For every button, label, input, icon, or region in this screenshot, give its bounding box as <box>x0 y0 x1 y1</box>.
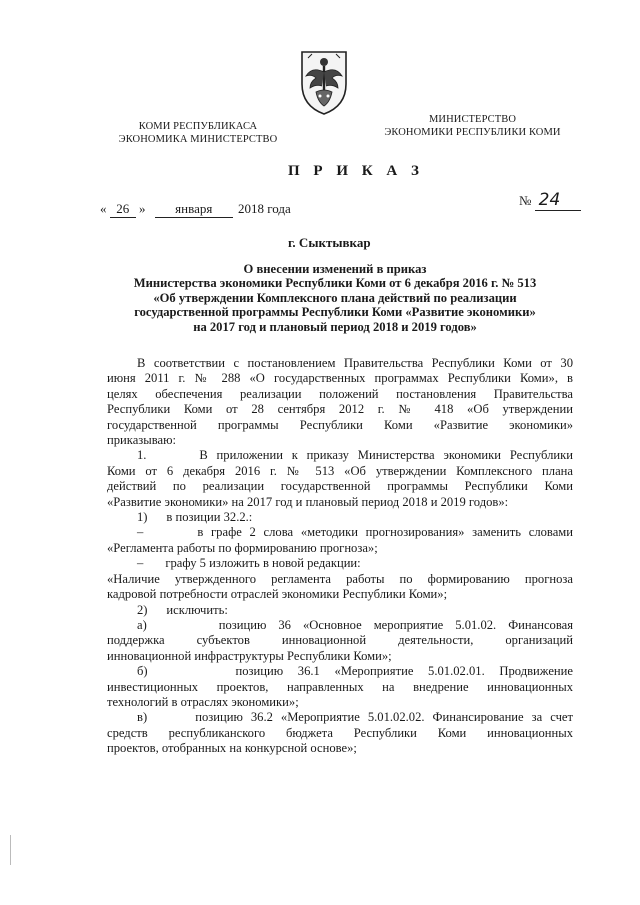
date-day: 26 <box>110 201 136 218</box>
subitem-2-line: 2) исключить: <box>137 602 228 617</box>
sub-a-line: поддержка субъектов инновационной деятельности, организаций <box>107 633 573 648</box>
dash2-line: – графу 5 изложить в новой редакции: <box>137 556 361 571</box>
sub-b-line: инвестиционных проектов, направленных на внедрение инновационных <box>107 679 573 694</box>
header-left-line1: КОМИ РЕСПУБЛИКАСА <box>138 121 258 132</box>
sub-b-line: б) позицию 36.1 «Мероприятие 5.01.02.01. Продвижение <box>137 664 573 679</box>
sub-v-line: проектов, отобранных на конкурсной основе»; <box>107 741 357 756</box>
header-right-line1: МИНИСТЕРСТВО <box>428 114 517 125</box>
sub-v-line: в) позицию 36.2 «Мероприятие 5.01.02.02. Финансирование за счет <box>137 710 573 725</box>
dash2-line: кадровой потребности отраслей экономики Республики Коми»; <box>107 587 448 602</box>
dash1-line: – в графе 2 слова «методики прогнозирования» заменить словами <box>137 525 573 540</box>
subject-line: О внесении изменений в приказ <box>243 262 427 276</box>
sub-a-line: а) позицию 36 «Основное мероприятие 5.01.02. Финансовая <box>137 617 573 632</box>
sub-v-line: средств республиканского бюджета Республики Коми инновационных <box>107 725 573 740</box>
preamble-line: приказываю: <box>107 433 177 448</box>
date-open-quote: « <box>100 201 107 216</box>
document-number <box>519 190 581 211</box>
item1-line: «Развитие экономики» на 2017 год и плановый период 2018 и 2019 годов»: <box>107 494 509 509</box>
coat-of-arms-emblem <box>298 48 350 116</box>
preamble-line: июня 2011 г. № 288 «О государственных программах Республики Коми», в <box>107 371 573 386</box>
scan-margin-mark <box>10 835 11 865</box>
sub-a-line: инновационной инфраструктуры Республики Коми»; <box>107 648 392 663</box>
subject-line: государственной программы Республики Коми «Развитие экономики» <box>134 305 536 320</box>
subitem-1-line: 1) в позиции 32.2.: <box>137 510 253 525</box>
body-text <box>107 356 573 757</box>
number-value: 24 <box>535 190 581 211</box>
header-left <box>108 120 288 146</box>
city: г. Сыктывкар <box>288 235 371 250</box>
preamble-line: целях обеспечения реализации положений постановления Правительства <box>107 386 573 401</box>
subject-block <box>100 262 570 334</box>
sub-b-line: технологий в отраслях экономики»; <box>107 694 299 709</box>
date-year: 2018 года <box>238 201 291 216</box>
date-month: января <box>155 201 233 218</box>
preamble-line: Республики Коми от 28 сентября 2012 г. № 418 «Об утверждении <box>107 402 573 417</box>
date-line <box>100 201 291 218</box>
dash2-line: «Наличие утвержденного регламента работы по формированию прогноза <box>107 571 573 586</box>
preamble-line: В соответствии с постановлением Правительства Республики Коми от 30 <box>137 356 573 370</box>
preamble-line: государственной программы Республики Коми «Развитие экономики» <box>107 417 573 432</box>
number-label: № <box>519 193 532 208</box>
item1-line: 1. В приложении к приказу Министерства экономики Республики <box>137 448 573 463</box>
date-close-quote: » <box>139 201 146 216</box>
subject-line: «Об утверждении Комплексного плана действий по реализации <box>153 290 517 305</box>
dash1-line: «Регламента работы по формированию прогноза»; <box>107 540 378 555</box>
item1-line: действий по реализации государственной программы Республики Коми <box>107 479 573 494</box>
header-left-line2: ЭКОНОМИКА МИНИСТЕРСТВО <box>118 134 278 145</box>
header-right-line2: ЭКОНОМИКИ РЕСПУБЛИКИ КОМИ <box>384 127 561 138</box>
item1-line: Коми от 6 декабря 2016 г. № 513 «Об утверждении Комплексного плана <box>107 463 573 478</box>
subject-line: на 2017 год и плановый период 2018 и 2019 годов» <box>193 319 477 334</box>
header-right <box>380 113 565 139</box>
subject-line: Министерства экономики Республики Коми от 6 декабря 2016 г. № 513 <box>133 276 537 291</box>
document-type-title: П Р И К А З <box>288 163 424 179</box>
